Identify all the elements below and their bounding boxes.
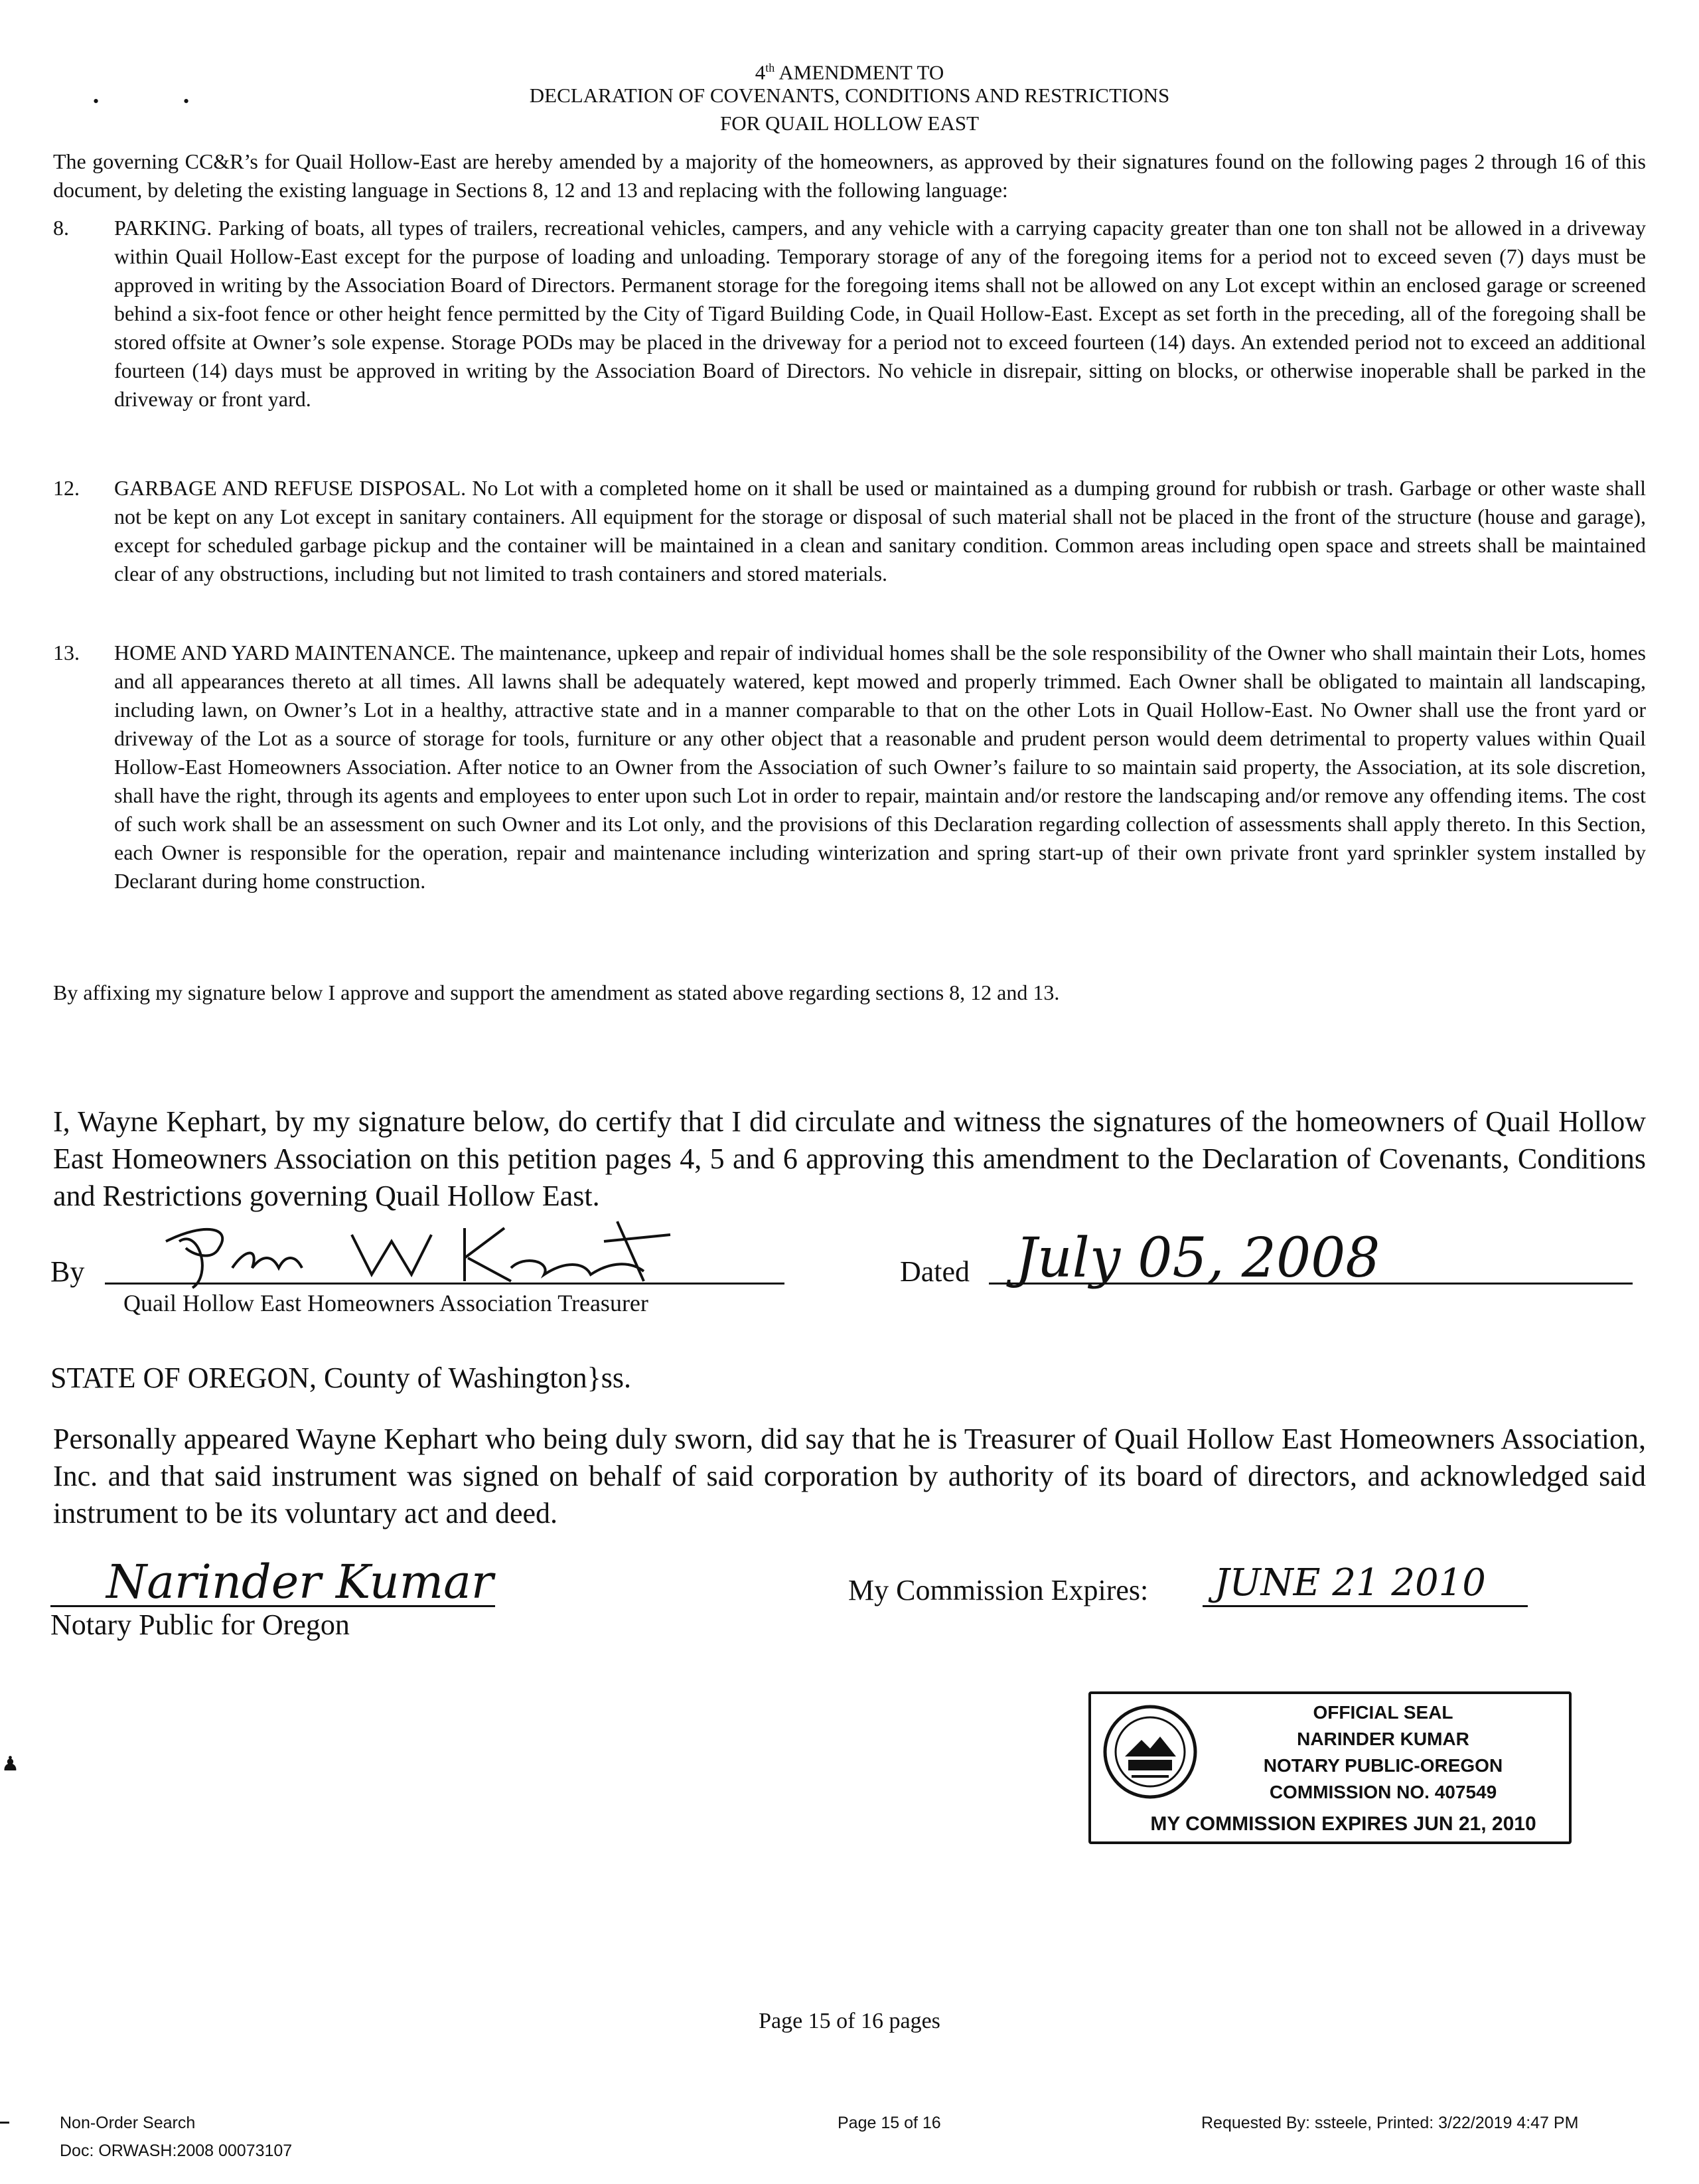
seal-line-notary: NOTARY PUBLIC-OREGON <box>1263 1755 1503 1776</box>
notary-signature: Narinder Kumar <box>106 1555 494 1609</box>
seal-line-expires: MY COMMISSION EXPIRES JUN 21, 2010 <box>1150 1813 1536 1835</box>
section-text: PARKING. Parking of boats, all types of trailers, recreational vehicles, campers, and any vehicle with a carrying capacity greater than one ton shall not be allowed in a driveway within Quail Hollow-East except for the purpose of loading and unloading. Temporary storage of any of the foregoing items for a period not to exceed seven (7) days must be approved in writing by the Association Board of Directors. Permanent storage for the foregoing items shall not be allowed on any Lot except within an enclosed garage or screened behind a six-foot fence or other height fence permitted by the City of Tigard Building Code, in Quail Hollow-East. Except as set forth in the preceding, all of the foregoing shall be stored offsite at Owner’s sole expense. Storage PODs may be placed in the driveway for a period not to exceed fourteen (14) days. An extended period not to exceed an additional fourteen (14) days must be approved in writing by the Association Board of Directors. No vehicle in disrepair, sitting on blocks, or otherwise inoperable shall be parked in the driveway or front yard. <box>114 216 1646 411</box>
section-13 <box>53 639 1646 896</box>
section-text: GARBAGE AND REFUSE DISPOSAL. No Lot with a completed home on it shall be used or maintained as a dumping ground for rubbish or trash. Garbage or other waste shall not be kept on any Lot except in sanitary containers. All equipment for the storage or disposal of such material shall not be placed in the front of the structure (house and garage), except for scheduled garbage pickup and the container will be maintained in a clean and sanitary condition. Common areas including open space and streets shall be maintained clear of any obstructions, including but not limited to trash containers and stored materials. <box>114 476 1646 585</box>
intro-paragraph: The governing CC&R’s for Quail Hollow-East are hereby amended by a majority of the homeowners, as approved by their signatures found on the following pages 2 through 16 of this document, by deleting the existing language in Sections 8, 12 and 13 and replacing with the following language: <box>53 149 1646 202</box>
state-line: STATE OF OREGON, County of Washington}ss. <box>50 1362 631 1394</box>
commission-label: My Commission Expires: <box>848 1574 1149 1606</box>
treasurer-title: Quail Hollow East Homeowners Association Treasurer <box>123 1290 648 1316</box>
footer-doc-id: Doc: ORWASH:2008 00073107 <box>60 2142 293 2160</box>
section-number: 12. <box>53 476 80 500</box>
subdivision-title: FOR QUAIL HOLLOW EAST <box>719 112 980 135</box>
personal-appearance-paragraph: Personally appeared Wayne Kephart who being duly sworn, did say that he is Treasurer of Quail Hollow East Homeowners Association, Inc. and that said instrument was signed on behalf of said corporation by authority of its board of directors, and acknowledged said instrument to be its voluntary act and deed. <box>53 1423 1646 1529</box>
scan-speck: • <box>183 92 190 111</box>
notary-label: Notary Public for Oregon <box>50 1608 350 1641</box>
dated-label: Dated <box>900 1255 970 1288</box>
state-seal-emblem <box>1102 1703 1199 1800</box>
section-number: 8. <box>53 216 69 240</box>
footer-search-type: Non-Order Search <box>60 2114 196 2132</box>
commission-handwritten: JUNE 21 2010 <box>1215 1561 1486 1604</box>
footer-page: Page 15 of 16 <box>838 2114 941 2132</box>
section-12 <box>53 474 1646 588</box>
footer-requested-by: Requested By: ssteele, Printed: 3/22/2019 4:47 PM <box>1201 2114 1579 2132</box>
affix-statement: By affixing my signature below I approve and support the amendment as stated above regarding sections 8, 12 and 13. <box>53 980 1060 1004</box>
scan-speck: • <box>93 92 100 111</box>
declaration-title: DECLARATION OF COVENANTS, CONDITIONS AND RESTRICTIONS <box>529 84 1170 107</box>
dated-handwritten: July 05, 2008 <box>1015 1227 1380 1290</box>
certification-paragraph: I, Wayne Kephart, by my signature below, do certify that I did circulate and witness the signatures of the homeowners of Quail Hollow East Homeowners Association on this petition pages 4, 5 and 6 approving this amendment to the Declaration of Covenants, Conditions and Restrictions governing Quail Hollow East. <box>53 1105 1646 1212</box>
section-8 <box>53 214 1646 414</box>
seal-text <box>1224 1699 1542 1806</box>
scan-artifact: ♟ <box>1 1753 19 1775</box>
by-label: By <box>50 1255 85 1288</box>
amendment-title: 4th AMENDMENT TO <box>755 60 944 84</box>
official-seal-stamp <box>1088 1691 1572 1844</box>
page-number: Page 15 of 16 pages <box>759 2009 940 2033</box>
footer-tick <box>0 2122 9 2124</box>
seal-line-commission: COMMISSION NO. 407549 <box>1269 1782 1497 1802</box>
seal-line-name: NARINDER KUMAR <box>1297 1729 1469 1749</box>
seal-line-official: OFFICIAL SEAL <box>1313 1702 1453 1723</box>
section-number: 13. <box>53 641 80 664</box>
section-text: HOME AND YARD MAINTENANCE. The maintenance, upkeep and repair of individual homes shall be the sole responsibility of the Owner who shall maintain their Lots, homes and all appearances thereto at all times. All lawns shall be adequately watered, kept mowed and properly trimmed. Each Owner shall be obligated to maintain all landscaping, including lawn, on Owner’s Lot in a healthy, attractive state and in a manner comparable to that on the other Lots in Quail Hollow-East. No Owner shall use the front yard or driveway of the Lot as a source of storage for tools, furniture or any other object that a reasonable and prudent person would deem detrimental to property values within Quail Hollow-East Homeowners Association. After notice to an Owner from the Association of such Owner’s failure to so maintain said property, the Association, at its sole discretion, shall have the right, through its agents and employees to enter upon such Lot in order to repair, maintain and/or restore the landscaping and/or remove any offending items. The cost of such work shall be an assessment on such Owner and its Lot only, and the provisions of this Declaration regarding collection of assessments shall apply thereto. In this Section, each Owner is responsible for the operation, repair and maintenance including winterization and spring start-up of their own private front yard sprinkler system installed by Declarant during home construction. <box>114 641 1647 893</box>
treasurer-signature <box>153 1202 723 1301</box>
